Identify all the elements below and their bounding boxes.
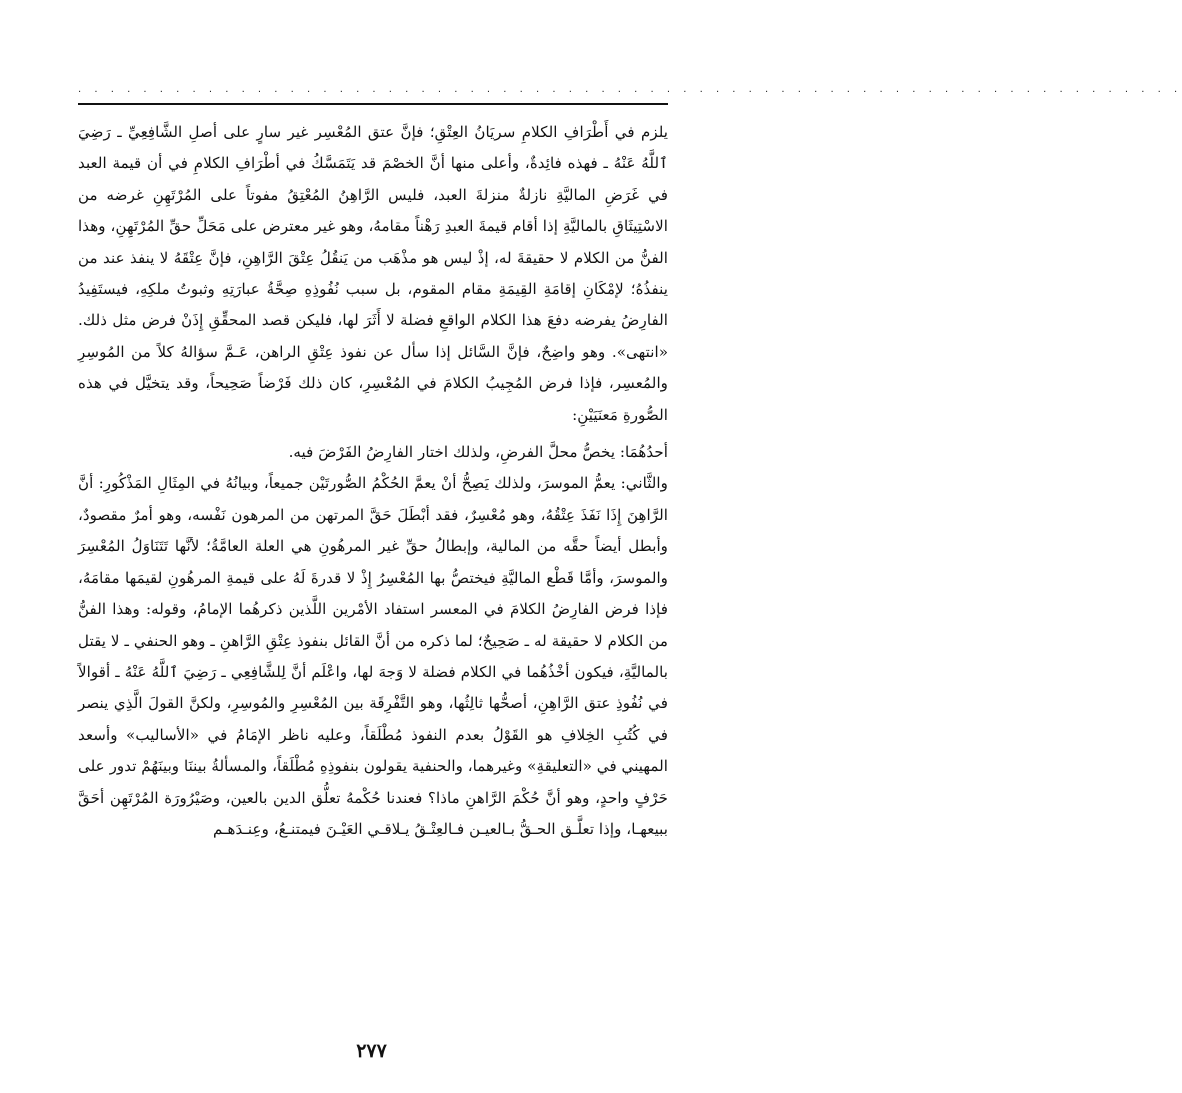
page-number: ٢٧٧ bbox=[356, 1040, 387, 1062]
header-rule bbox=[78, 103, 668, 105]
paragraph-1: يلزم في أَطْرَافِ الكلامِ سريَانُ العِتْقِ؛ فإنَّ عتق المُعْسِر غير سارٍ على أصلِ الشَّافِعِيِّ ـ رَضِيَ ٱللَّهُ عَنْهُ ـ فهذه فائِدةٌ، وأعلى منها أنَّ الخصْمَ قد يَتَمَسَّكُ في أطْرَافِ الكلامِ في أن قيمة العبد في غَرَضِ الماليَّةِ نازلةٌ منزلةَ العبد، فليس الرَّاهِنُ المُعْتِقُ مفوتاً على المُرْتَهِنِ غرضه من الاسْتِيثَاقِ بالماليَّةِ إذا أقام قيمةَ العبدِ رَهْناً مقامهُ، وهو غير معترض على مَحَلِّ حقِّ المُرْتَهِنِ، وهذا الفنُّ من الكلام لا حقيقةَ له، إذْ ليس هو مذْهَب من يَنقُلُ عِتْقَ الرَّاهِنِ، فإنَّ عِتْقَهُ لا ينفذ عند من ينفذُهُ؛ لإمْكَانِ إقامَةِ القِيمَةِ مقام المقوم، بل سبب نُفُوذِهِ صِحَّةُ عبارَتِهِ وثبوتُ ملكِهِ، فيستَفِيدُ الفارِضُ يفرضه دفعَ هذا الكلام الواقعِ فضلة لا أَثَرَ لها، فليكن قصد المحقِّقِ إِذَنْ فرض مثل ذلك. «انتهى». وهو واضِحٌ، فإنَّ السَّائل إذا سأل عن نفوذ عِتْقِ الراهن، عَـمَّ سؤالهُ كلاً من المُوسِرِ والمُعسِر، فإذا فرض المُجِيبُ الكلامَ في المُعْسِرِ، كان ذلك فَرْضاً صَحِيحاً، وقد يتخيَّل في هذه الصُّورةِ مَعنَيَيْنِ: bbox=[78, 123, 668, 424]
paragraph-3: والثَّاني: يعمُّ الموسرَ، ولذلك يَصِحُّ أنْ يعمَّ الحُكْمُ الصُّورتَيْن جميعاً، وبيانُهُ في المِثَالِ المَذْكُورِ: أنَّ الرَّاهِنَ إِذَا نَفَذَ عِتْقُهُ، وهو مُعْسِرٌ، فقد أبْطَلَ حَقَّ المرتهن من المرهون نَفْسه، وهو أمرٌ مقصودٌ، وأبطل أيضاً حقَّه من المالية، وإبطالُ حقِّ غير المرهُونِ هي العلة العامَّةُ؛ لأنَّها تَتَنَاوَلُ المُعْسِرَ والموسرَ، وأمَّا قَطْع الماليَّةِ فيختصُّ بها المُعْسِرُ إِذْ لا قدرةَ لَهُ على قيمةِ المرهُونِ لقيمَها مقامَهُ، فإذا فرض الفارِضُ الكلامَ في المعسر استفاد الأمْرين اللَّذين ذكرهُما الإمامُ، وقوله: وهذا الفنُّ من الكلام لا حقيقة له ـ صَحِيحٌ؛ لما ذكره من أنَّ القائل بنفوذ عِتْقِ الرَّاهنِ ـ وهو الحنفي ـ لا يقتل بالماليَّةِ، فيكون أخْذُهُما في الكلام فضلة لا وَجهَ لها، واعْلَم أنَّ لِلشَّافِعِي ـ رَضِيَ ٱللَّهُ عَنْهُ ـ أقوالاً في نُفُوذِ عتق الرَّاهِنِ، أصحُّها ثالِثُها، وهو التَّفْرِقَة بين المُعْسِرِ والمُوسِرِ، ولكنَّ القولَ الَّذِي ينصر في كُتُبِ الخِلافِ هو القَوْلُ بعدم النفوذ مُطْلَقاً، وعليه ناظر الإمَامُ في «الأساليب» وأسعد المهيني في «التعليقةِ» وغيرهما، والحنفية يقولون بنفوذِهِ مُطْلَقاً، والمسألةُ بيننَا وبينَهُمْ تدور على حَرْفٍ واحدٍ، وهو أنَّ حُكْمَ الرَّاهنِ ماذا؟ فعندنا حُكْمهُ تعلُّق الدين بالعين، وصَيْرُورَة المُرْتَهِن أحَقَّ ببيعهـا، وإذا تعلَّـق الحـقُّ بـالعيـن فـالعِتْـقُ يـلاقـي العَيْـنَ فيمتنـعُ، وعِنـدَهـم bbox=[78, 474, 668, 838]
paragraph-2: أحدُهُمَا: يخصُّ محلَّ الفرضِ، ولذلك اختار الفارِضُ الفَرْضَ فيه. bbox=[288, 443, 668, 462]
main-text bbox=[78, 117, 668, 845]
header-dots: . . . . . . . . . . . . . . . . . . . . . . . . . . . . . . . . . . . . . . . . . . . . . . . . . . . . . . . . . . . . . . . . . . . . bbox=[78, 84, 1182, 95]
